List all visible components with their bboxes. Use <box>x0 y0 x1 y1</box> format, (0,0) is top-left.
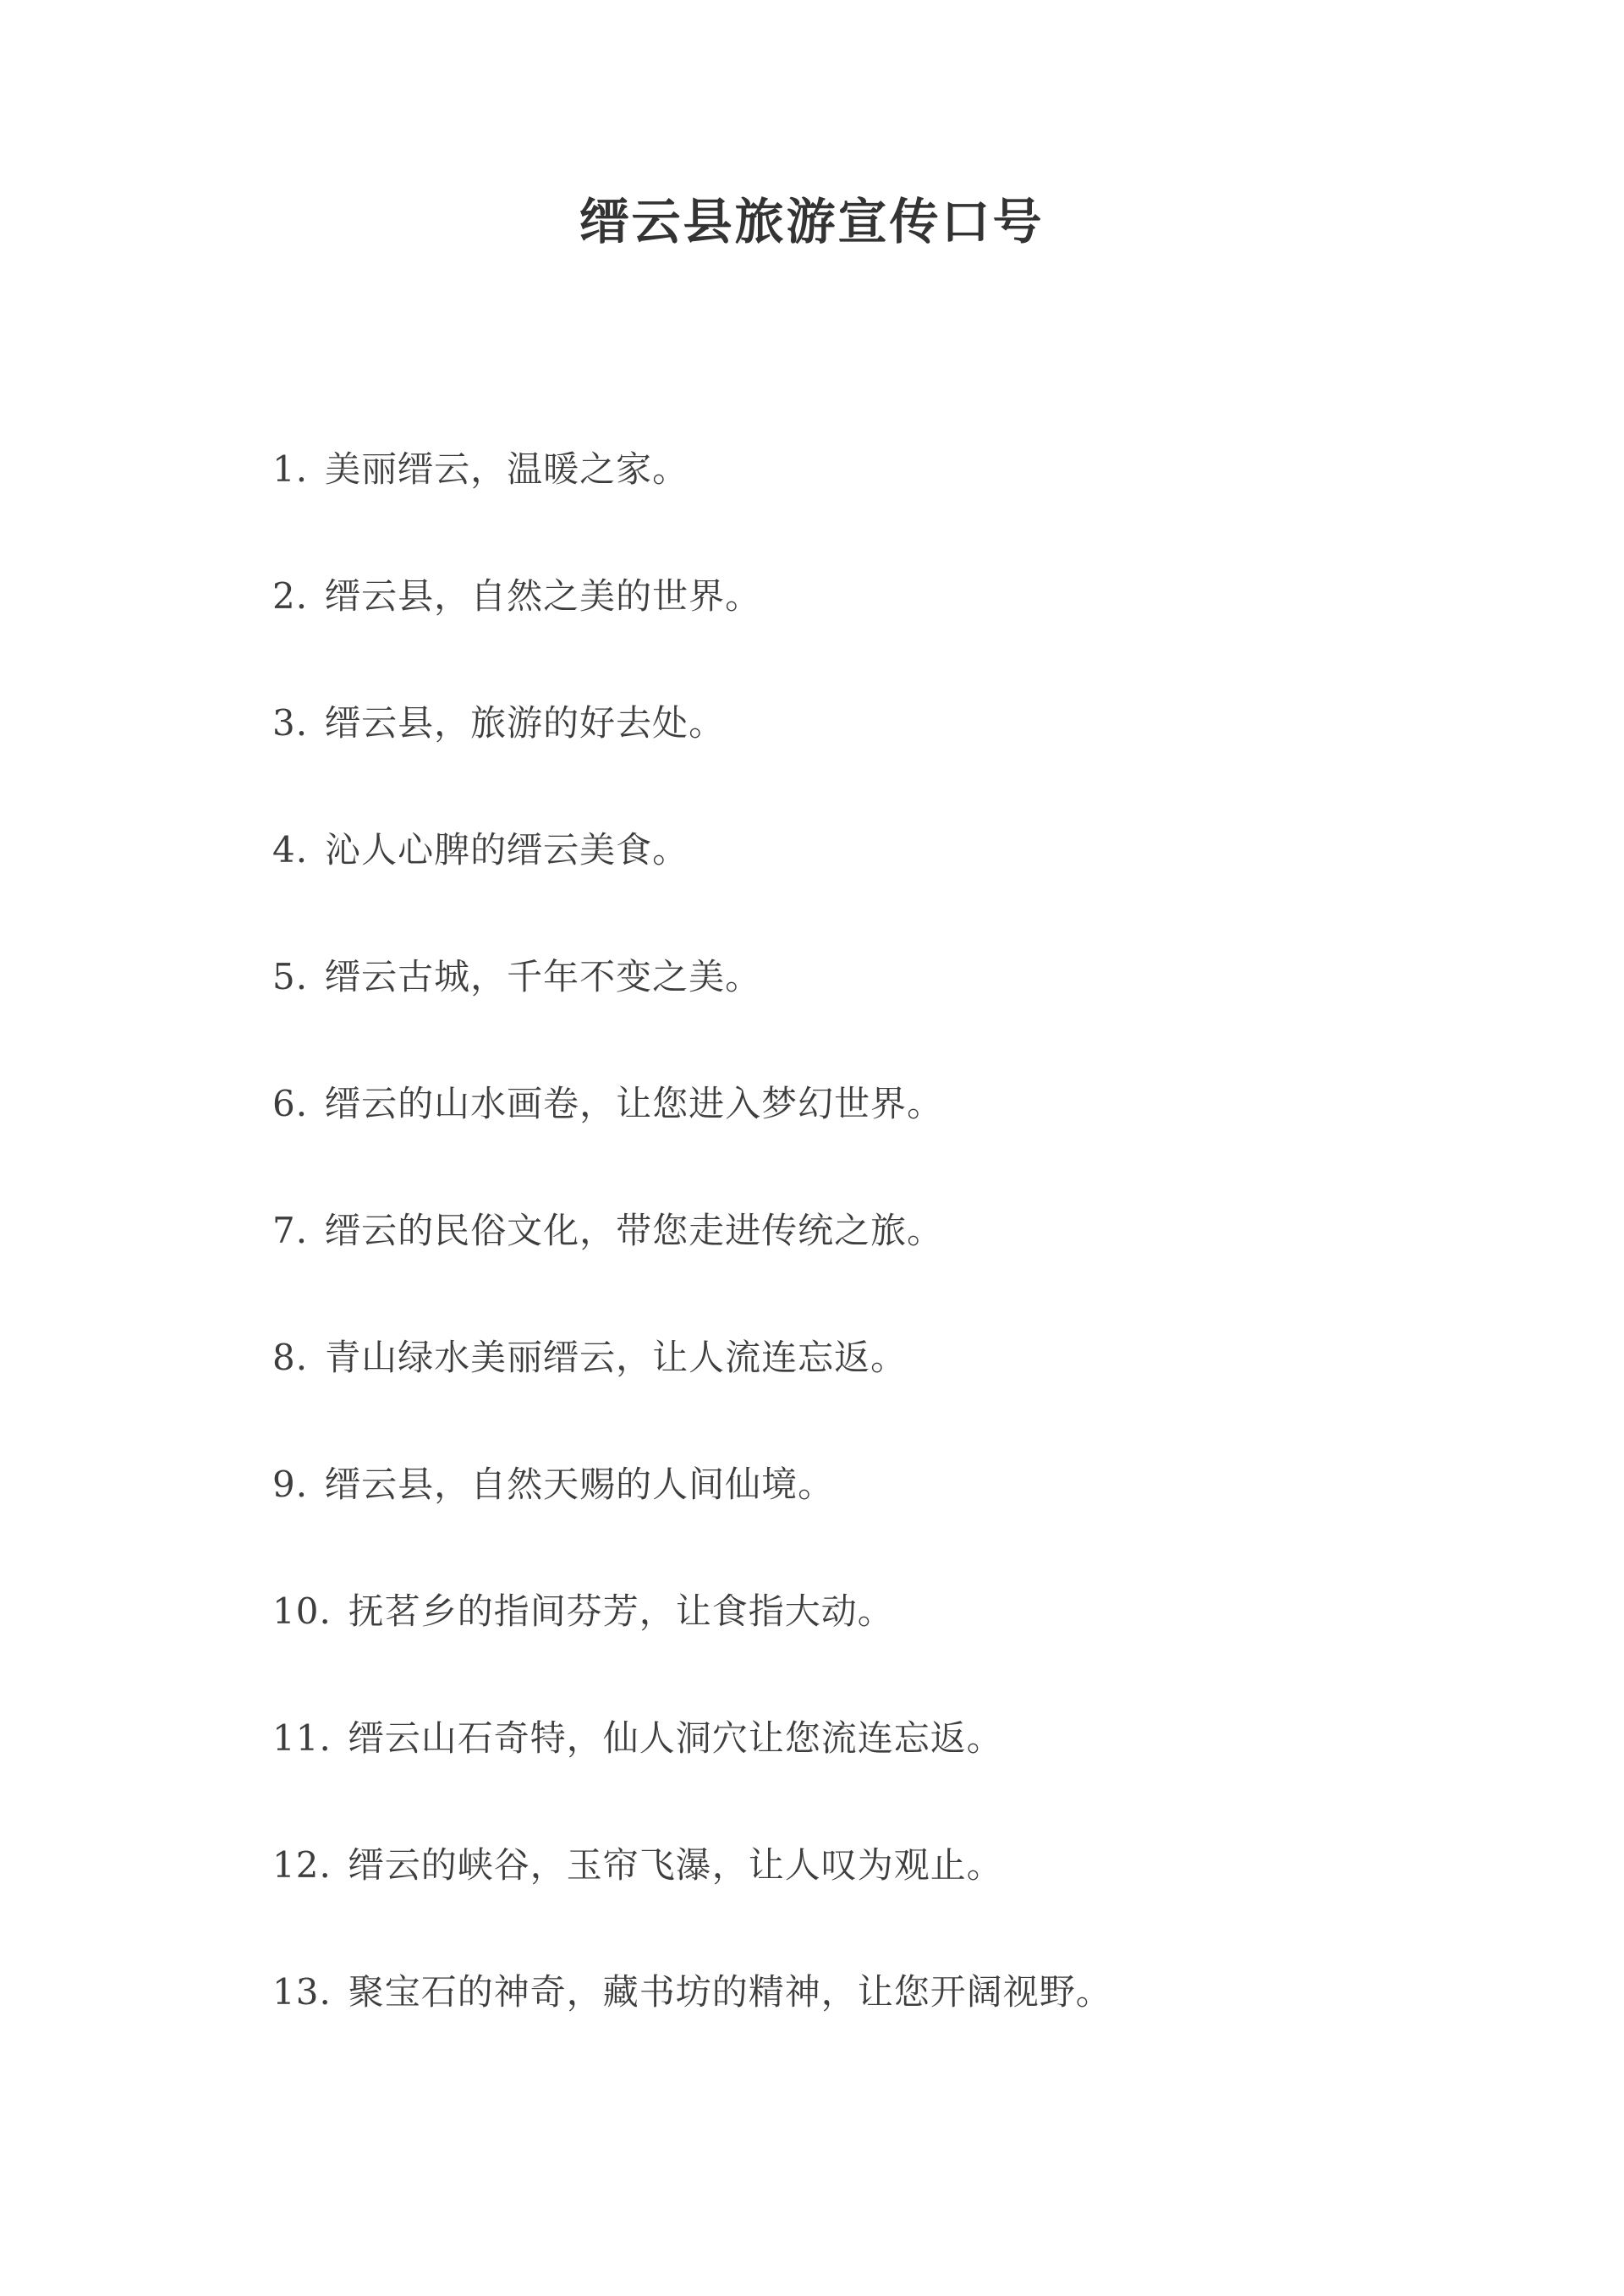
slogan-item <box>272 567 1112 694</box>
slogan-number: 2. <box>272 575 309 617</box>
slogan-item <box>272 440 1112 567</box>
slogan-text: 美丽缙云，温暖之家。 <box>325 448 689 490</box>
slogan-number: 4. <box>272 829 309 871</box>
slogan-item <box>272 1709 1112 1836</box>
slogan-item <box>272 1455 1112 1582</box>
slogan-text: 缙云的山水画卷，让您进入梦幻世界。 <box>325 1083 944 1124</box>
slogan-item <box>272 1963 1112 2090</box>
slogan-number: 13. <box>272 1971 332 2013</box>
slogan-item <box>272 1074 1112 1201</box>
slogan-number: 7. <box>272 1210 309 1251</box>
slogan-text: 青山绿水美丽缙云，让人流连忘返。 <box>325 1337 908 1378</box>
slogan-number: 5. <box>272 956 309 997</box>
slogan-number: 9. <box>272 1464 309 1505</box>
slogan-text: 缙云县，自然之美的世界。 <box>325 575 762 617</box>
slogan-number: 12. <box>272 1844 332 1886</box>
slogan-text: 缙云古城，千年不变之美。 <box>325 956 762 997</box>
slogan-number: 11. <box>272 1717 332 1759</box>
slogan-item <box>272 1836 1112 1963</box>
slogan-text: 缙云的民俗文化，带您走进传统之旅。 <box>325 1210 944 1251</box>
slogan-number: 8. <box>272 1337 309 1378</box>
slogan-text: 聚宝石的神奇，藏书坊的精神，让您开阔视野。 <box>348 1971 1112 2013</box>
slogan-item <box>272 1582 1112 1709</box>
slogan-item <box>272 694 1112 821</box>
slogan-item <box>272 1201 1112 1328</box>
slogan-number: 10. <box>272 1590 332 1632</box>
slogan-number: 6. <box>272 1083 309 1124</box>
slogan-item <box>272 1328 1112 1455</box>
slogan-text: 沁人心脾的缙云美食。 <box>325 829 689 871</box>
slogan-number: 1. <box>272 448 309 490</box>
slogan-item <box>272 821 1112 948</box>
slogan-number: 3. <box>272 702 309 744</box>
document-title: 缙云县旅游宣传口号 <box>579 193 1045 250</box>
slogan-text: 缙云县，自然天赐的人间仙境。 <box>325 1464 835 1505</box>
slogan-text: 缙云的峡谷，玉帘飞瀑，让人叹为观止。 <box>348 1844 1003 1886</box>
slogan-text: 缙云县，旅游的好去处。 <box>325 702 726 744</box>
slogan-list <box>272 440 1112 2090</box>
slogan-text: 抚茗乡的指间芬芳，让食指大动。 <box>348 1590 894 1632</box>
slogan-item <box>272 948 1112 1074</box>
slogan-text: 缙云山石奇特，仙人洞穴让您流连忘返。 <box>348 1717 1003 1759</box>
